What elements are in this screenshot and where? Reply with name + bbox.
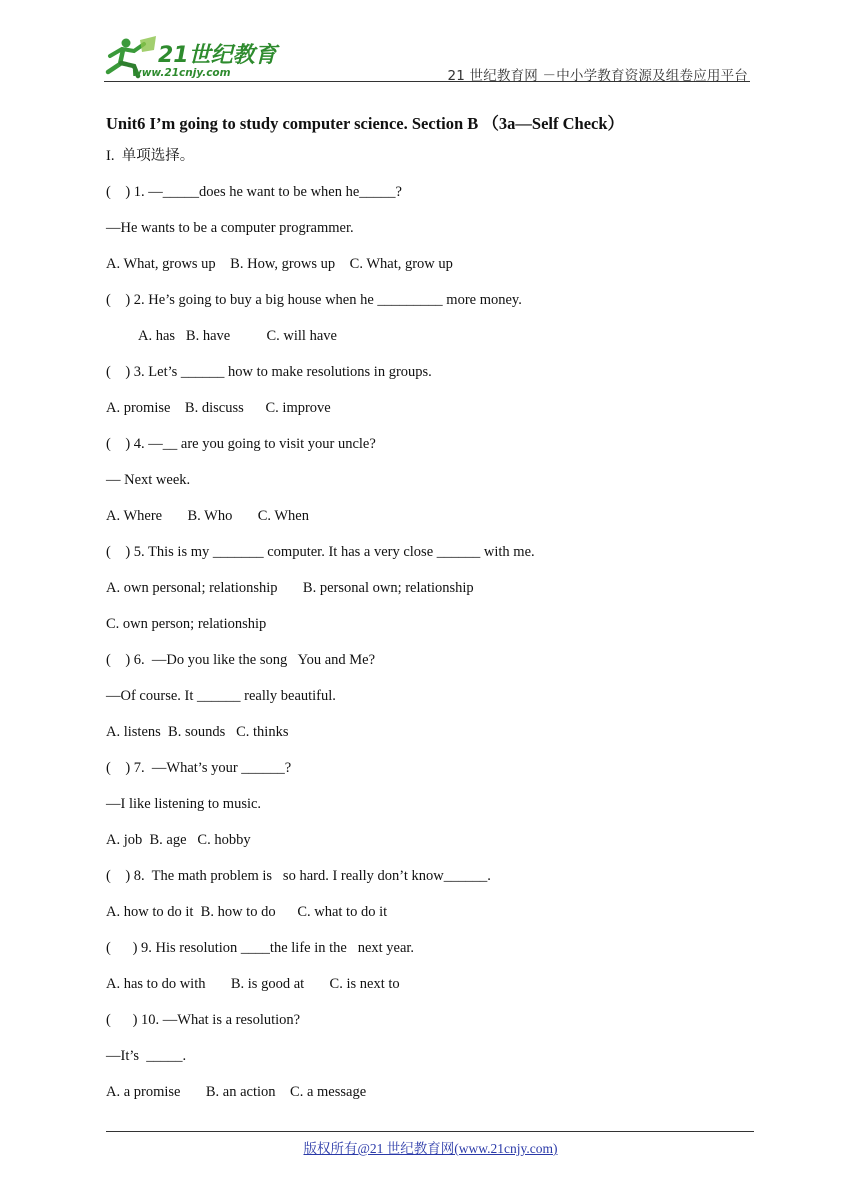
question-5-options-c: C. own person; relationship — [106, 616, 267, 632]
question-1-options: A. What, grows up B. How, grows up C. What, grow up — [106, 256, 453, 272]
question-10-dialog: —It’s _____. — [106, 1048, 187, 1064]
question-7: ( ) 7. —What’s your ______? — [106, 760, 292, 776]
question-10-options: A. a promise B. an action C. a message — [106, 1084, 367, 1100]
question-9: ( ) 9. His resolution ____the life in the next year. — [106, 940, 415, 956]
question-1-dialog: —He wants to be a computer programmer. — [106, 220, 354, 236]
page-header — [104, 34, 750, 82]
question-5: ( ) 5. This is my _______ computer. It has a very close ______ with me. — [106, 544, 535, 560]
copyright-link[interactable]: 版权所有@21 世纪教育网(www.21cnjy.com) — [303, 1141, 558, 1156]
question-7-dialog: —I like listening to music. — [106, 796, 262, 812]
question-3: ( ) 3. Let’s ______ how to make resolutions in groups. — [106, 364, 432, 380]
svg-text:www.21cnjy.com: www.21cnjy.com — [132, 67, 231, 79]
question-7-options: A. job B. age C. hobby — [106, 832, 251, 848]
header-divider — [104, 81, 750, 82]
question-1: ( ) 1. —_____does he want to be when he_____? — [106, 184, 402, 200]
question-4: ( ) 4. —__ are you going to visit your uncle? — [106, 436, 376, 452]
question-5-options-ab: A. own personal; relationship B. personal own; relationship — [106, 580, 474, 596]
question-6-options: A. listens B. sounds C. thinks — [106, 724, 289, 740]
question-6-dialog: —Of course. It ______ really beautiful. — [106, 688, 336, 704]
question-8-options: A. how to do it B. how to do C. what to do it — [106, 904, 388, 920]
worksheet-content — [106, 110, 756, 1118]
question-2: ( ) 2. He’s going to buy a big house when he _________ more money. — [106, 292, 522, 308]
section-heading: I. 单项选择。 — [106, 148, 195, 164]
question-9-options: A. has to do with B. is good at C. is next to — [106, 976, 400, 992]
question-6: ( ) 6. —Do you like the song You and Me? — [106, 652, 376, 668]
question-8: ( ) 8. The math problem is so hard. I really don’t know______. — [106, 868, 491, 884]
question-2-options: A. has B. have C. will have — [138, 328, 337, 344]
site-tagline: 21 世纪教育网 －中小学教育资源及组卷应用平台 — [447, 68, 748, 84]
question-10: ( ) 10. —What is a resolution? — [106, 1012, 301, 1028]
svg-text:21世纪教育: 21世纪教育 — [158, 43, 277, 68]
page-title: Unit6 I’m going to study computer science. Section B （3a—Self Check） — [106, 114, 625, 133]
21cnjy-logo — [104, 34, 284, 80]
question-4-dialog: — Next week. — [106, 472, 191, 488]
question-4-options: A. Where B. Who C. When — [106, 508, 309, 524]
footer-divider — [106, 1131, 754, 1132]
question-3-options: A. promise B. discuss C. improve — [106, 400, 331, 416]
